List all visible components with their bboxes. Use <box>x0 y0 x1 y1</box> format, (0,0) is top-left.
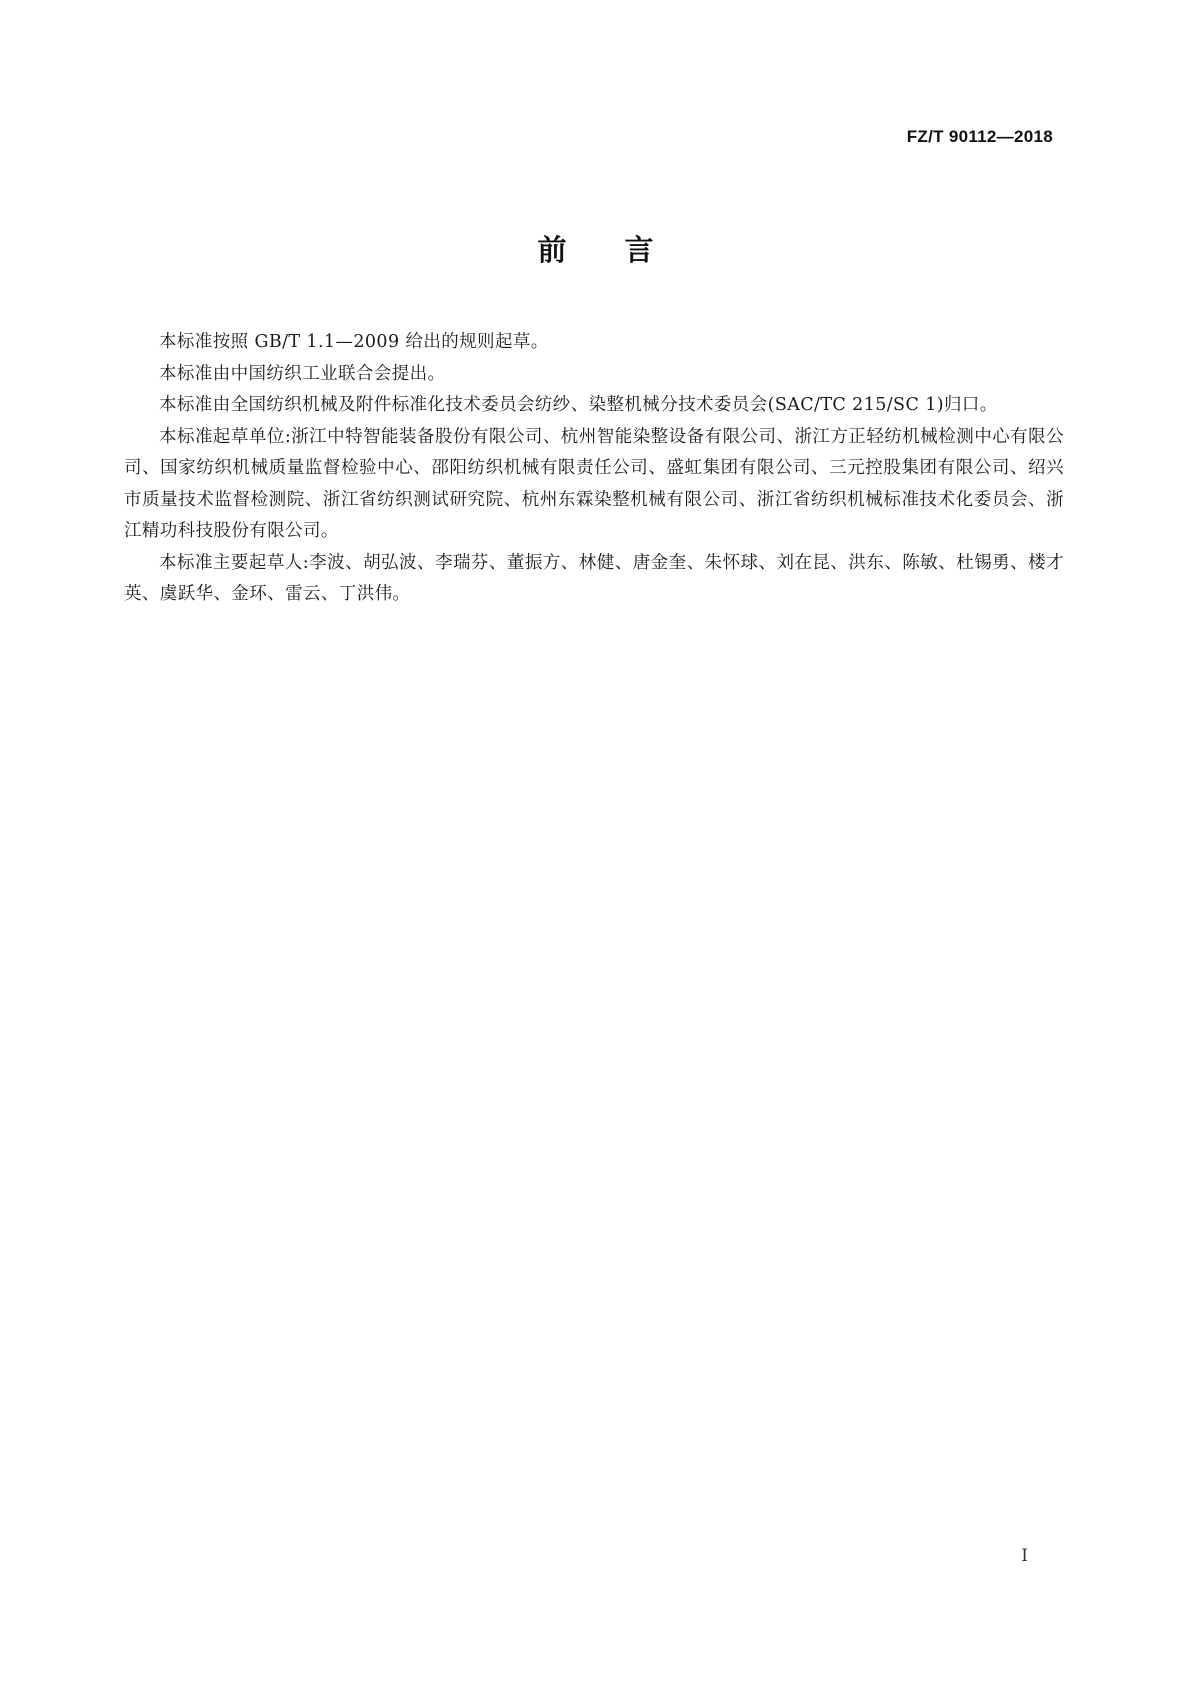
page-title <box>0 228 1191 269</box>
title-char-1: 前 <box>537 233 567 267</box>
paragraph-proposed-by: 本标准由中国纺织工业联合会提出。 <box>159 363 446 384</box>
standard-code: FZ/T 90112—2018 <box>906 127 1053 146</box>
foreword-body <box>124 327 1064 611</box>
paragraph-drafting-rules: 本标准按照 GB/T 1.1—2009 给出的规则起草。 <box>159 332 549 352</box>
paragraph-under-jurisdiction: 本标准由全国纺织机械及附件标准化技术委员会纺纱、染整机械分技术委员会(SAC/TC 215/SC 1)归口。 <box>159 395 998 415</box>
paragraph-drafters: 本标准主要起草人:李波、胡弘波、李瑞芬、董振方、林健、唐金奎、朱怀球、刘在昆、洪东、陈敏、杜锡勇、楼才英、虞跃华、金环、雷云、丁洪伟。 <box>124 552 1064 604</box>
page-number: I <box>1021 1546 1028 1566</box>
paragraph-drafting-units: 本标准起草单位:浙江中特智能装备股份有限公司、杭州智能染整设备有限公司、浙江方正轻纺机械检测中心有限公司、国家纺织机械质量监督检验中心、邵阳纺织机械有限责任公司、盛虹集团有限公司、三元控股集团有限公司、绍兴市质量技术监督检测院、浙江省纺织测试研究院、杭州东霖染整机械有限公司、浙江省纺织机械标准技术化委员会、浙江精功科技股份有限公司。 <box>124 426 1064 541</box>
title-char-2: 言 <box>624 233 654 267</box>
